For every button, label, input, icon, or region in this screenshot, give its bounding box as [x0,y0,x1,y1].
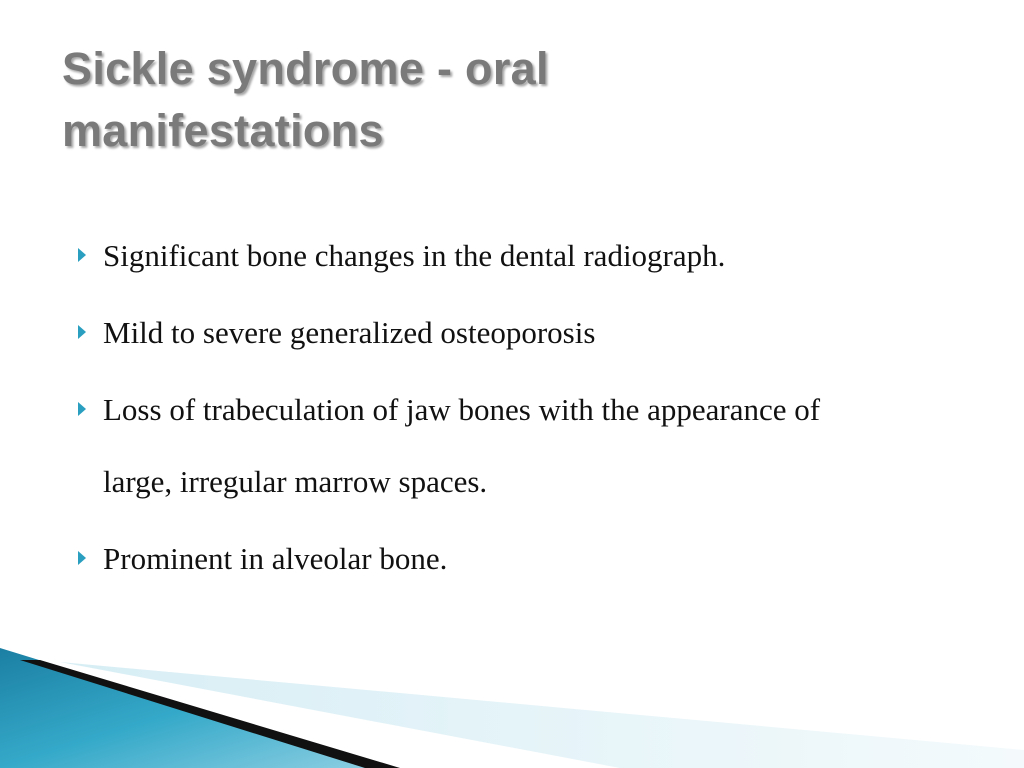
bullet-list [72,220,972,600]
slide-title-line-1: Sickle syndrome - oral [62,43,549,94]
triangle-right-icon [78,325,86,339]
triangle-right-icon [78,402,86,416]
bullet-item [72,523,972,595]
bullet-text: Prominent in alveolar bone. [103,541,448,576]
triangle-right-icon [78,248,86,262]
bullet-item [72,297,972,369]
bullet-text: Mild to severe generalized osteoporosis [103,315,596,350]
slide-title [62,38,762,162]
bullet-item [72,374,863,518]
bullet-item [72,220,972,292]
triangle-right-icon [78,551,86,565]
bullet-text: Significant bone changes in the dental radiograph. [103,238,726,273]
slide-title-line-2: manifestations [62,105,384,156]
decorative-wave-band [0,630,1024,768]
bullet-text: Loss of trabeculation of jaw bones with the appearance of large, irregular marrow spaces. [103,392,821,499]
